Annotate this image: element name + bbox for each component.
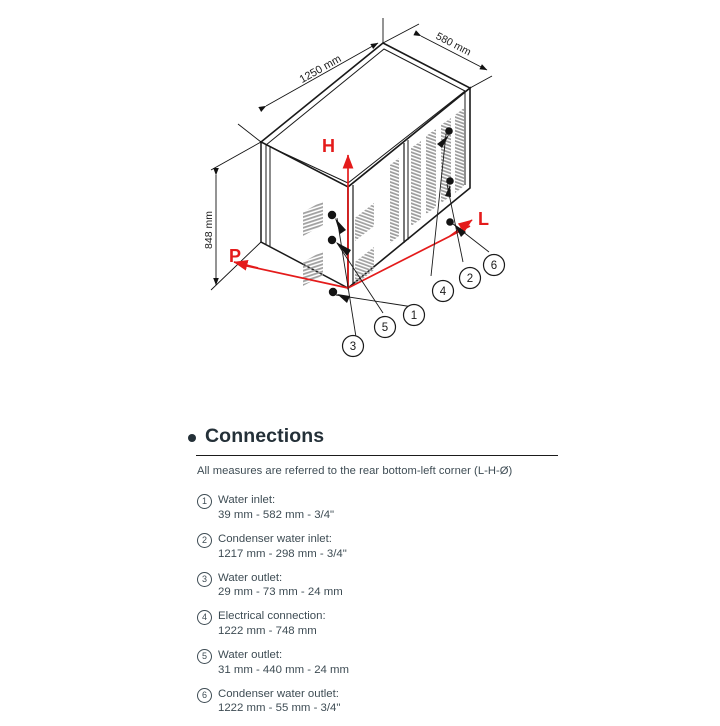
axis-label-h: H [322, 136, 335, 156]
callout-5: 5 [381, 322, 389, 334]
item-number: 3 [197, 572, 212, 587]
dimension-depth-label: 580 mm [433, 30, 473, 59]
callout-6: 6 [490, 260, 498, 272]
item-values: 1222 mm - 55 mm - 3/4" [218, 702, 341, 715]
item-title: Condenser water outlet: [218, 687, 339, 700]
list-item [197, 687, 566, 716]
item-number: 4 [197, 610, 212, 625]
callout-3: 3 [349, 341, 357, 353]
callout-2: 2 [466, 273, 474, 285]
connections-list [197, 493, 566, 716]
axis-label-l: L [478, 209, 489, 229]
callout-1: 1 [410, 310, 418, 322]
connections-heading [188, 425, 566, 448]
callout-4: 4 [439, 286, 447, 298]
connections-heading-label: Connections [205, 425, 325, 447]
item-values: 29 mm - 73 mm - 24 mm [218, 586, 343, 599]
heading-divider [196, 455, 558, 456]
list-item [197, 648, 566, 677]
item-values: 1222 mm - 748 mm [218, 625, 317, 638]
dimension-width-label: 1250 mm [297, 52, 344, 86]
cabinet-body [261, 43, 470, 288]
item-title: Water inlet: [218, 494, 276, 507]
item-title: Water outlet: [218, 649, 283, 662]
measures-note: All measures are referred to the rear bottom-left corner (L-H-Ø) [197, 465, 513, 478]
list-item [197, 571, 566, 600]
item-title: Condenser water inlet: [218, 533, 332, 546]
list-item [197, 609, 566, 638]
item-number: 5 [197, 649, 212, 664]
dimension-height-label: 848 mm [203, 211, 215, 249]
list-item [197, 493, 566, 522]
item-values: 31 mm - 440 mm - 24 mm [218, 663, 350, 676]
connections-section [186, 425, 566, 726]
list-item [197, 532, 566, 561]
item-number: 6 [197, 688, 212, 703]
axis-label-p: P [229, 246, 242, 266]
item-values: 1217 mm - 298 mm - 3/4" [218, 547, 347, 560]
item-number: 2 [197, 533, 212, 548]
item-title: Water outlet: [218, 571, 283, 584]
item-title: Electrical connection: [218, 610, 326, 623]
item-number: 1 [197, 494, 212, 509]
item-values: 39 mm - 582 mm - 3/4" [218, 508, 335, 521]
bullet-icon [188, 434, 196, 442]
